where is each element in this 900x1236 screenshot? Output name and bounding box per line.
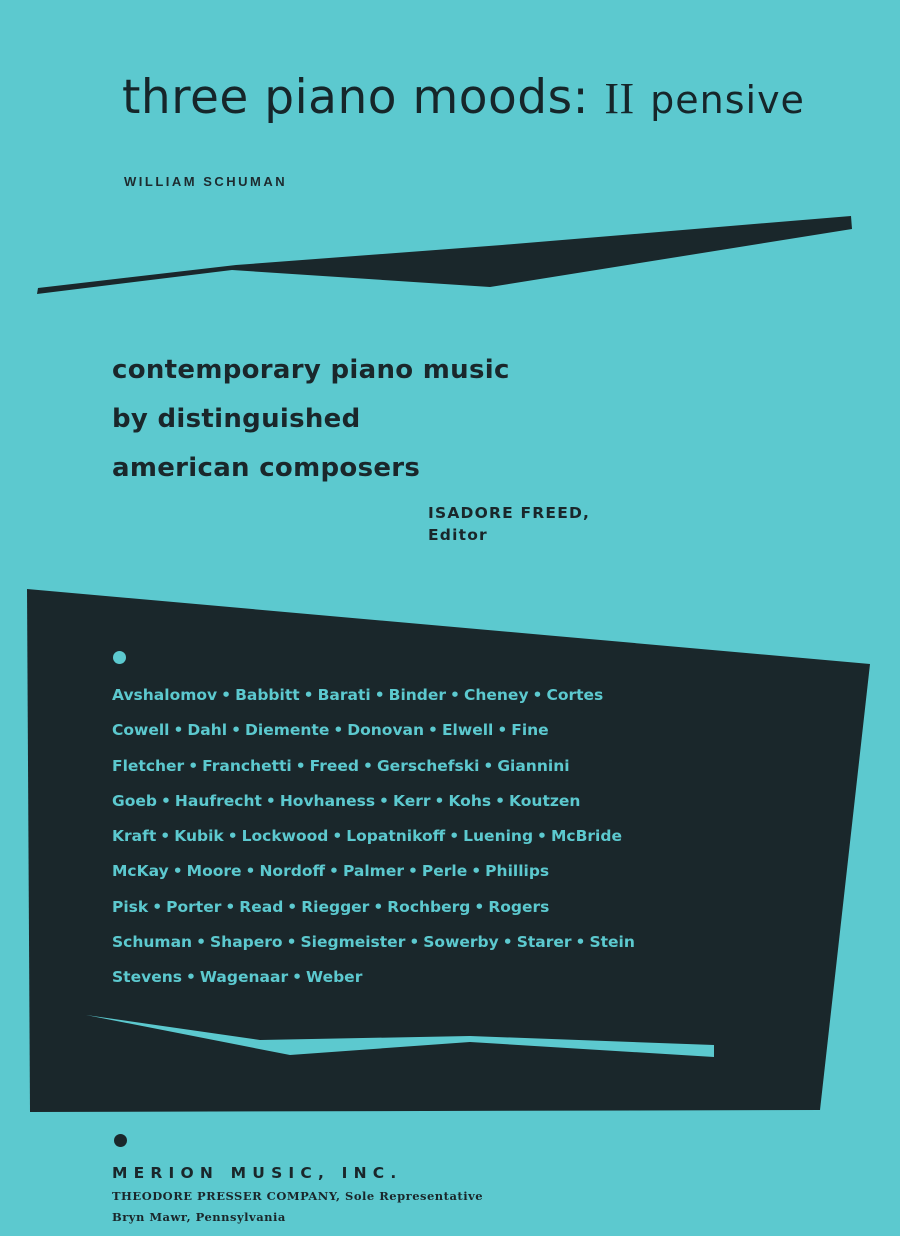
composer-name: WILLIAM SCHUMAN: [124, 174, 288, 189]
composer-entry: Perle: [421, 862, 468, 881]
separator-dot: •: [231, 721, 242, 740]
composer-entry: Moore: [186, 862, 242, 881]
composer-entry: Kerr: [392, 791, 431, 810]
composer-row: [112, 890, 635, 925]
separator-dot: •: [225, 897, 236, 916]
separator-dot: •: [196, 933, 206, 952]
separator-dot: •: [449, 827, 460, 846]
composer-row: [112, 678, 635, 713]
composer-entry: Phillips: [485, 862, 550, 881]
composer-entry: Porter: [166, 897, 222, 916]
composer-entry: Fletcher: [112, 756, 185, 775]
composer-entry: Starer: [516, 933, 572, 952]
separator-dot: •: [221, 686, 232, 704]
composer-entry: Binder: [388, 686, 447, 704]
title-mood: pensive: [650, 78, 805, 122]
separator-dot: •: [292, 968, 303, 987]
separator-dot: •: [160, 827, 171, 846]
separator-dot: •: [287, 897, 298, 916]
separator-dot: •: [185, 968, 196, 987]
composer-entry: Rochberg: [387, 897, 471, 916]
composer-row: [112, 749, 635, 784]
composer-entry: Rogers: [488, 897, 550, 916]
composer-entry: Barati: [317, 686, 371, 704]
separator-dot: •: [172, 862, 183, 881]
title-main: three piano moods:: [122, 70, 589, 125]
composer-entry: Kubik: [174, 827, 224, 846]
composer-row: [112, 925, 635, 960]
publisher-location: Bryn Mawr, Pennsylvania: [112, 1210, 286, 1224]
editor-role: Editor: [428, 526, 488, 544]
separator-dot: •: [502, 933, 513, 952]
composer-row: [112, 854, 635, 889]
composer-entry: McKay: [112, 862, 169, 881]
title-numeral: II: [604, 74, 635, 123]
composer-entry: Lockwood: [241, 827, 329, 846]
separator-dot: •: [152, 897, 163, 916]
composer-entry: Stein: [589, 933, 635, 952]
series-line: by distinguished: [112, 404, 361, 434]
separator-dot: •: [303, 686, 314, 704]
composer-list: [112, 678, 635, 996]
bullet-dot: [114, 1134, 127, 1147]
composer-entry: Cowell: [112, 721, 170, 740]
separator-dot: •: [537, 827, 547, 846]
separator-dot: •: [428, 721, 438, 740]
composer-entry: Weber: [306, 968, 363, 987]
composer-entry: Avshalomov: [112, 686, 218, 704]
separator-dot: •: [450, 686, 460, 704]
composer-entry: Sowerby: [423, 933, 499, 952]
separator-dot: •: [188, 756, 199, 775]
separator-dot: •: [333, 721, 344, 740]
separator-dot: •: [286, 933, 297, 952]
composer-entry: Fine: [511, 721, 549, 740]
series-line: american composers: [112, 453, 421, 483]
separator-dot: •: [474, 897, 485, 916]
publisher-name: MERION MUSIC, INC.: [112, 1164, 403, 1182]
composer-entry: Cheney: [463, 686, 529, 704]
separator-dot: •: [409, 933, 420, 952]
composer-entry: Wagenaar: [199, 968, 289, 987]
separator-dot: •: [575, 933, 586, 952]
composer-entry: Luening: [463, 827, 534, 846]
composer-entry: Siegmeister: [300, 933, 406, 952]
separator-dot: •: [265, 791, 276, 810]
composer-entry: Shapero: [210, 933, 283, 952]
separator-dot: •: [160, 791, 171, 810]
composer-entry: Dahl: [187, 721, 228, 740]
composer-entry: Diemente: [245, 721, 330, 740]
composer-row: [112, 713, 635, 748]
separator-dot: •: [227, 827, 238, 846]
composer-entry: Freed: [309, 756, 360, 775]
separator-dot: •: [471, 862, 482, 881]
composer-entry: Giannini: [497, 756, 570, 775]
editor-credit: [428, 502, 590, 546]
top-wedge-shape: [37, 216, 852, 294]
separator-dot: •: [295, 756, 306, 775]
separator-dot: •: [379, 791, 389, 810]
composer-entry: Read: [239, 897, 284, 916]
separator-dot: •: [407, 862, 418, 881]
composer-entry: Nordoff: [259, 862, 326, 881]
publisher-representative: THEODORE PRESSER COMPANY, Sole Representative: [112, 1189, 484, 1203]
composer-entry: Gerschefski: [376, 756, 480, 775]
page-title: [122, 70, 805, 125]
separator-dot: •: [532, 686, 543, 704]
separator-dot: •: [497, 721, 508, 740]
bullet-dot: [113, 651, 126, 664]
composer-entry: Kohs: [448, 791, 492, 810]
composer-entry: Franchetti: [202, 756, 292, 775]
composer-entry: Stevens: [112, 968, 182, 987]
composer-entry: Kraft: [112, 827, 157, 846]
separator-dot: •: [483, 756, 494, 775]
composer-entry: Babbitt: [235, 686, 300, 704]
separator-dot: •: [329, 862, 339, 881]
composer-entry: Pisk: [112, 897, 149, 916]
composer-entry: Haufrecht: [174, 791, 262, 810]
composer-entry: Koutzen: [509, 791, 581, 810]
separator-dot: •: [245, 862, 256, 881]
separator-dot: •: [373, 897, 384, 916]
series-title: [112, 346, 510, 493]
composer-entry: Lopatnikoff: [346, 827, 446, 846]
composer-row: [112, 784, 635, 819]
composer-entry: Elwell: [441, 721, 494, 740]
composer-entry: Hovhaness: [279, 791, 376, 810]
separator-dot: •: [434, 791, 445, 810]
composer-entry: Schuman: [112, 933, 193, 952]
composer-entry: Cortes: [546, 686, 604, 704]
separator-dot: •: [374, 686, 385, 704]
editor-name: ISADORE FREED,: [428, 504, 591, 522]
composer-row: [112, 960, 635, 995]
separator-dot: •: [332, 827, 343, 846]
separator-dot: •: [495, 791, 506, 810]
composer-entry: McBride: [550, 827, 622, 846]
composer-entry: Riegger: [301, 897, 370, 916]
separator-dot: •: [363, 756, 373, 775]
composer-row: [112, 819, 635, 854]
series-line: contemporary piano music: [112, 355, 510, 385]
composer-entry: Palmer: [342, 862, 404, 881]
composer-entry: Donovan: [347, 721, 425, 740]
separator-dot: •: [173, 721, 184, 740]
composer-entry: Goeb: [112, 791, 157, 810]
